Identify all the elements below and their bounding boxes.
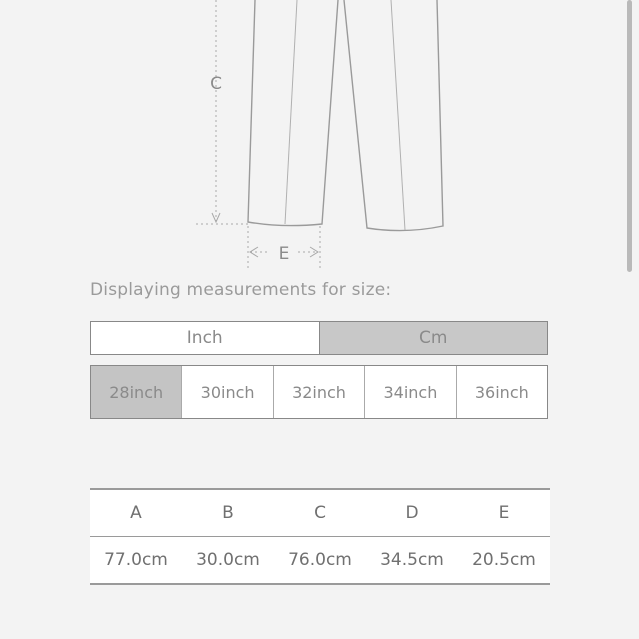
c-label: C — [210, 74, 222, 94]
value-cell-a: 77.0cm — [104, 550, 168, 570]
size-32inch-button[interactable]: 32inch — [273, 366, 364, 418]
header-cell-b: B — [222, 503, 234, 523]
size-display-label: Displaying measurements for size: — [90, 280, 392, 300]
unit-inch-button[interactable]: Inch — [91, 322, 319, 354]
pants-diagram — [0, 0, 639, 275]
size-36inch-button[interactable]: 36inch — [456, 366, 547, 418]
size-34inch-button[interactable]: 34inch — [364, 366, 455, 418]
table-header-row — [90, 490, 550, 537]
header-cell-a: A — [130, 503, 142, 523]
size-28inch-button[interactable]: 28inch — [91, 366, 181, 418]
left-leg-outline — [248, 0, 338, 226]
unit-toggle — [90, 321, 548, 355]
size-selector — [90, 365, 548, 419]
header-cell-e: E — [498, 503, 510, 523]
value-cell-b: 30.0cm — [196, 550, 260, 570]
value-cell-d: 34.5cm — [380, 550, 444, 570]
measurements-table — [90, 488, 550, 585]
size-30inch-button[interactable]: 30inch — [181, 366, 272, 418]
left-leg-crease — [285, 0, 297, 224]
header-cell-d: D — [405, 503, 419, 523]
e-label: E — [278, 244, 290, 264]
unit-cm-button[interactable]: Cm — [319, 322, 548, 354]
right-leg-crease — [391, 0, 405, 230]
table-row — [90, 537, 550, 583]
value-cell-e: 20.5cm — [472, 550, 536, 570]
value-cell-c: 76.0cm — [288, 550, 352, 570]
header-cell-c: C — [314, 503, 326, 523]
scrollbar-thumb[interactable] — [627, 0, 632, 272]
pants-outline-graphic — [0, 0, 639, 275]
